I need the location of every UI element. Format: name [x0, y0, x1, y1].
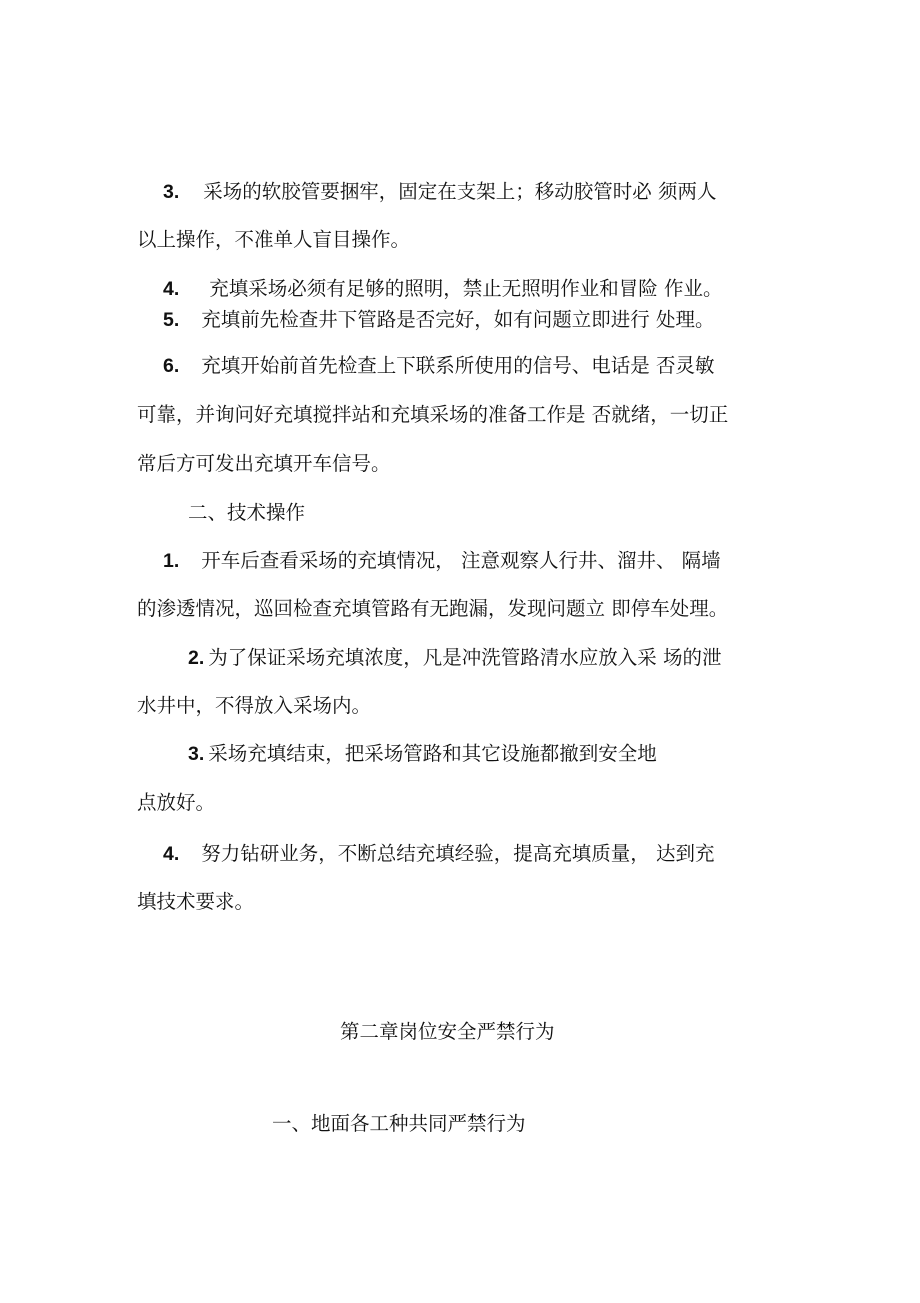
item-6-line-1: [163, 356, 714, 377]
item-3-line-2: 以上操作，不准单人盲目操作。: [137, 228, 411, 251]
item-number: 1.: [163, 550, 180, 572]
item-number: 5.: [163, 309, 180, 331]
tech-item-2-line-1: [188, 648, 721, 669]
tech-item-3-line-2: 点放好。: [137, 791, 216, 814]
tech-item-1-line-1: [163, 551, 721, 572]
item-number: 3.: [188, 743, 205, 765]
item-text: 充填前先检查井下管路是否完好，如有问题立即进行 处理。: [201, 308, 715, 331]
item-3-line-1: [163, 182, 716, 203]
item-text: 充填采场必须有足够的照明，禁止无照明作业和冒险 作业。: [209, 277, 723, 300]
tech-item-1-line-2: 的渗透情况，巡回检查充填管路有无跑漏，发现问题立 即停车处理。: [137, 597, 729, 620]
item-number: 6.: [163, 355, 180, 377]
item-text: 为了保证采场充填浓度，凡是冲洗管路清水应放入采 场的泄: [208, 646, 722, 669]
chapter-title: 第二章岗位安全严禁行为: [340, 1020, 555, 1043]
item-text: 努力钻研业务，不断总结充填经验，提高充填质量， 达到充: [201, 842, 715, 865]
item-number: 4.: [163, 278, 180, 300]
item-6-line-3: 常后方可发出充填开车信号。: [137, 452, 391, 475]
item-4: [163, 279, 722, 300]
item-6-line-2: 可靠，并询问好充填搅拌站和充填采场的准备工作是 否就绪，一切正: [137, 403, 729, 426]
tech-item-4-line-1: [163, 844, 714, 865]
item-text: 充填开始前首先检查上下联系所使用的信号、电话是 否灵敏: [201, 354, 715, 377]
item-text: 采场的软胶管要捆牢，固定在支架上；移动胶管时必 须两人: [203, 180, 717, 203]
tech-item-4-line-2: 填技术要求。: [137, 890, 255, 913]
section-heading: 二、技术操作: [188, 501, 306, 524]
tech-item-3-line-1: [188, 744, 657, 765]
item-number: 2.: [188, 647, 205, 669]
item-text: 开车后查看采场的充填情况， 注意观察人行井、溜井、 隔墙: [201, 549, 721, 572]
item-number: 3.: [163, 181, 180, 203]
chapter-subheading: 一、地面各工种共同严禁行为: [272, 1112, 526, 1135]
item-number: 4.: [163, 843, 180, 865]
tech-item-2-line-2: 水井中，不得放入采场内。: [137, 694, 372, 717]
item-5: [163, 310, 714, 331]
item-text: 采场充填结束，把采场管路和其它设施都撤到安全地: [208, 742, 657, 765]
